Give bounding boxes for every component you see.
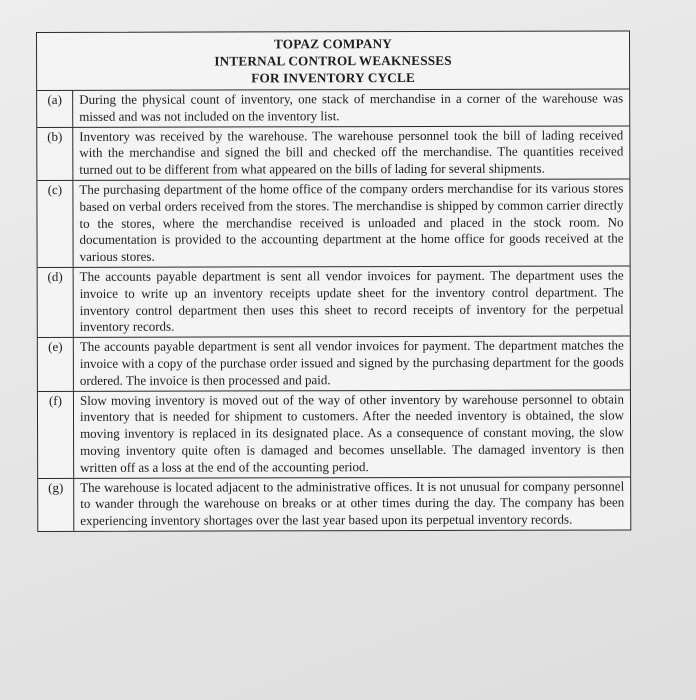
row-text: The accounts payable department is sent all vendor invoices for payment. The department uses the invoice to write up an inventory receipts update sheet for the inventory control department. The inventory control department then uses this sheet to record receipts of inventory for the perpetual inventory records.: [79, 267, 624, 335]
table-header: [37, 31, 629, 91]
row-text: Slow moving inventory is moved out of the way of other inventory by warehouse personnel to obtain inventory that is needed for shipment to customers. After the needed inventory is obtained, the slow moving inventory is replaced in its designated place. As a consequence of constant moving, the slow moving inventory quite often is damaged and becomes unsellable. The damaged inventory is then written off as a loss at the end of the accounting period.: [79, 391, 625, 475]
row-text: The purchasing department of the home office of the company orders merchandise for its various stores based on verbal orders received from the stores. The merchandise is shipped by common carrier directly to the stores, where the merchandise received is unloaded and placed in the stock room. No documentation is provided to the accounting department at the home office for goods received at the various stores.: [79, 180, 624, 265]
row-text: The warehouse is located adjacent to the administrative offices. It is not unusual for company personnel to wander through the warehouse on breaks or at other times during the day. The company has been experiencing inventory shortages over the last year based upon its perpetual inventory records.: [80, 477, 625, 529]
weakness-table: [36, 30, 631, 531]
company-title: TOPAZ COMPANY: [274, 36, 393, 52]
document-sheet: [36, 30, 631, 531]
row-letter: (e): [38, 338, 74, 390]
table-row: [37, 126, 629, 181]
table-row: [37, 179, 629, 268]
table-row: [38, 390, 630, 479]
table-row: [38, 337, 630, 392]
row-letter: (c): [37, 181, 73, 267]
row-text: During the physical count of inventory, one stack of merchandise in a corner of the warehouse was missed and was not included on the inventory list.: [79, 90, 624, 124]
row-letter: (a): [37, 91, 73, 127]
table-row: [37, 89, 629, 127]
row-letter: (b): [37, 127, 73, 179]
table-title: INTERNAL CONTROL WEAKNESSES: [214, 52, 452, 69]
table-row: [38, 477, 630, 531]
row-text: The accounts payable department is sent all vendor invoices for payment. The department matches the invoice with a copy of the purchase order issued and signed by the purchasing department for the goods ordered. The invoice is then processed and paid.: [79, 337, 624, 388]
table-subtitle: FOR INVENTORY CYCLE: [251, 70, 416, 86]
table-row: [38, 266, 630, 338]
row-letter: (d): [38, 268, 74, 337]
row-text: Inventory was received by the warehouse. The warehouse personnel took the bill of lading received with the merchandise and signed the bill and checked off the merchandise. The quantities received turned out to be different from what appeared on the bills of lading for several shipments.: [79, 127, 624, 178]
row-letter: (g): [38, 478, 74, 530]
row-letter: (f): [38, 391, 74, 477]
